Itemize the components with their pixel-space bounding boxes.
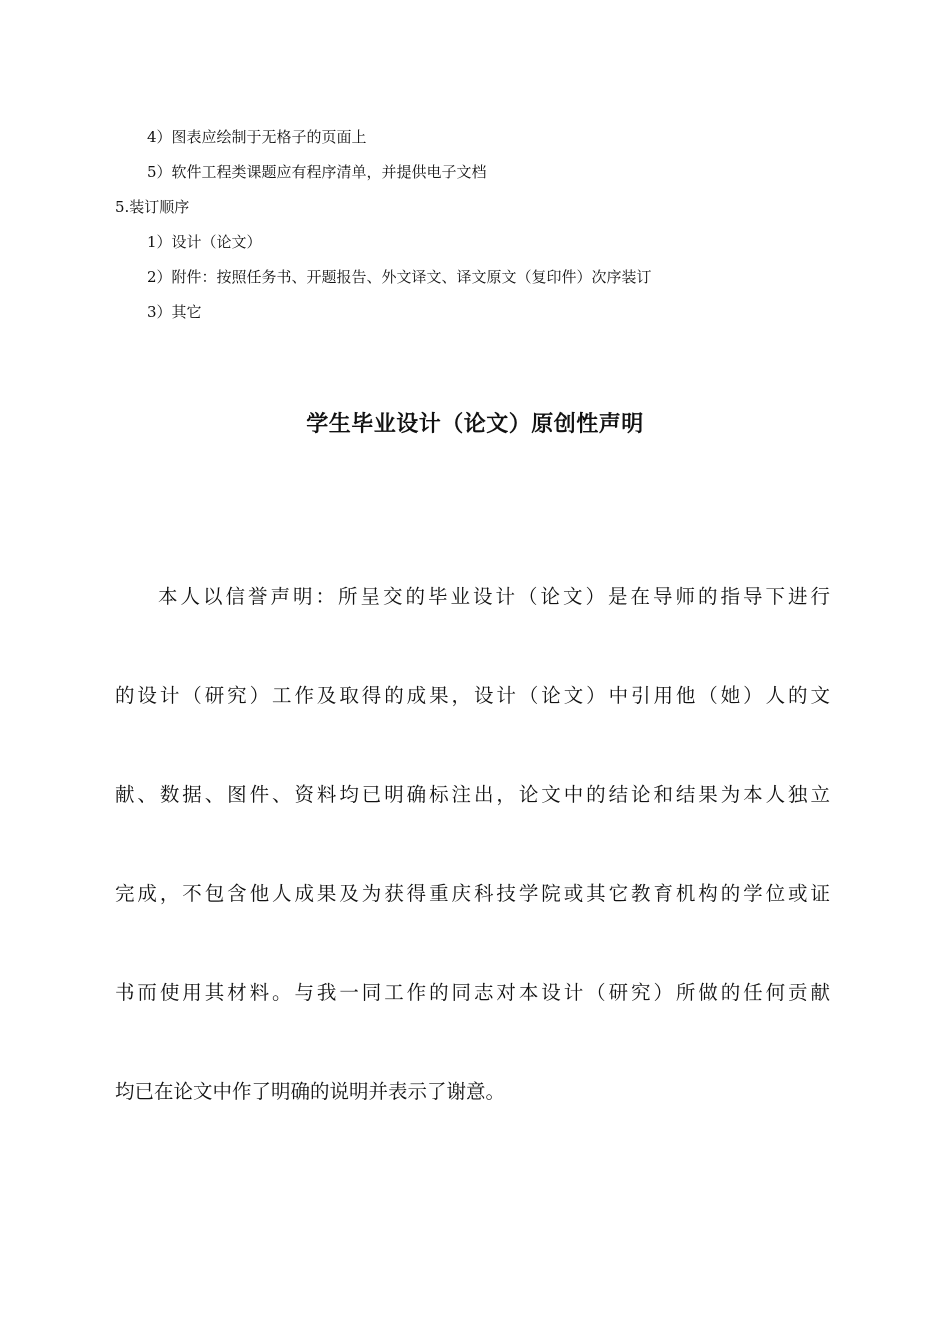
declaration-line: 完成，不包含他人成果及为获得重庆科技学院或其它教育机构的学位或证: [115, 882, 830, 905]
declaration-line: 均已在论文中作了明确的说明并表示了谢意。: [115, 1080, 506, 1103]
declaration-line: 的设计（研究）工作及取得的成果，设计（论文）中引用他（她）人的文: [115, 684, 830, 707]
requirement-item-5: 5）软件工程类课题应有程序清单，并提供电子文档: [147, 163, 487, 181]
binding-order-item-3: 3）其它: [147, 303, 202, 321]
binding-order-item-1: 1）设计（论文）: [147, 233, 262, 251]
declaration-line: 书而使用其材料。与我一同工作的同志对本设计（研究）所做的任何贡献: [115, 981, 830, 1004]
declaration-title: 学生毕业设计（论文）原创性声明: [306, 412, 644, 437]
declaration-line: 献、数据、图件、资料均已明确标注出，论文中的结论和结果为本人独立: [115, 783, 830, 806]
requirement-item-4: 4）图表应绘制于无格子的页面上: [147, 128, 367, 146]
binding-order-heading: 5.装订顺序: [115, 198, 190, 216]
declaration-line: 本人以信誉声明：所呈交的毕业设计（论文）是在导师的指导下进行: [158, 585, 830, 608]
binding-order-item-2: 2）附件：按照任务书、开题报告、外文译文、译文原文（复印件）次序装订: [147, 268, 652, 286]
